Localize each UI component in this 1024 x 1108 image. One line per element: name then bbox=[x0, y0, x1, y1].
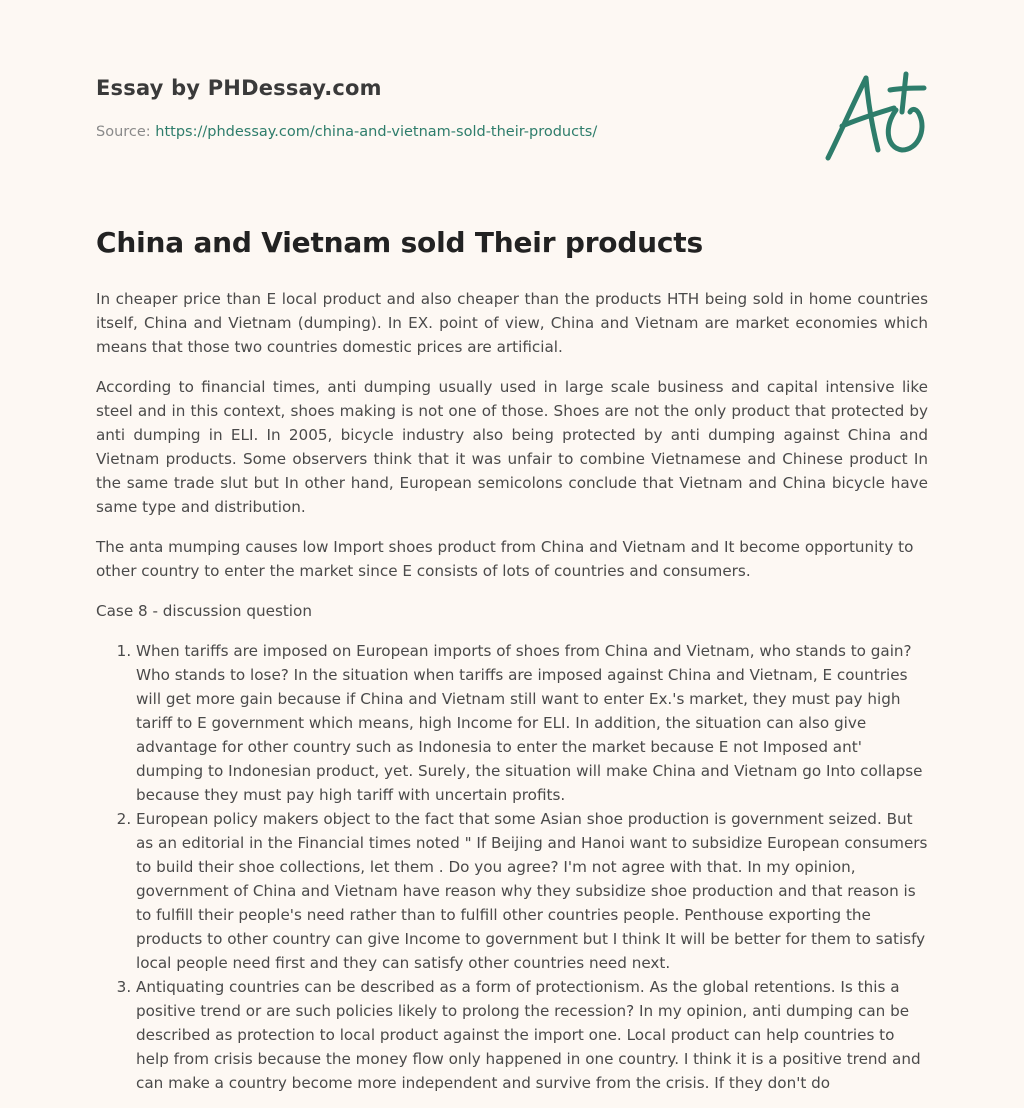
section-heading: Case 8 - discussion question bbox=[96, 602, 312, 620]
essay-title: China and Vietnam sold Their products bbox=[96, 226, 703, 259]
essay-body bbox=[96, 287, 928, 1095]
question-list bbox=[96, 639, 928, 1095]
essay-paragraph: The anta mumping causes low Import shoes product from China and Vietnam and It become opportunity to other country to enter the market since E consists of lots of countries and consumers. bbox=[96, 538, 914, 580]
source-link[interactable]: https://phdessay.com/china-and-vietnam-sold-their-products/ bbox=[155, 124, 598, 140]
source-line bbox=[96, 124, 597, 140]
essay-paragraph: In cheaper price than E local product and also cheaper than the products HTH being sold in home countries itself, China and Vietnam (dumping). In EX. point of view, China and Vietnam are market economies which means that those two countries domestic prices are artificial. bbox=[96, 290, 928, 356]
question-item: 3. Antiquating countries can be described as a form of protectionism. As the global retentions. Is this a positive trend or are such policies likely to prolong the recession? In my opinion, anti dumping can be described as protection to local product against the import one. Local product can help countries to help from crisis because the money flow only happened in one country. I think it is a positive trend and can make a country become more independent and survive from the crisis. If they don't do bbox=[136, 975, 928, 1095]
site-title: Essay by PHDessay.com bbox=[96, 76, 382, 100]
question-item: 1. When tariffs are imposed on European imports of shoes from China and Vietnam, who stands to gain? Who stands to lose? In the situation when tariffs are imposed against China and Vietnam, E countries will get more gain because if China and Vietnam still want to enter Ex.'s market, they must pay high tariff to E government which means, high Income for ELI. In addition, the situation can also give advantage for other country such as Indonesia to enter the market because E not Imposed ant' dumping to Indonesian product, yet. Surely, the situation will make China and Vietnam go Into collapse because they must pay high tariff with uncertain profits. bbox=[136, 639, 928, 807]
essay-paragraph: According to financial times, anti dumping usually used in large scale business and capital intensive like steel and in this context, shoes making is not one of those. Shoes are not the only product that protected by anti dumping in ELI. In 2005, bicycle industry also being protected by anti dumping against China and Vietnam products. Some observers think that it was unfair to combine Vietnamese and Chinese product In the same trade slut but In other hand, European semicolons conclude that Vietnam and China bicycle have same type and distribution. bbox=[96, 378, 928, 516]
question-item: 2. European policy makers object to the fact that some Asian shoe production is government seized. But as an editorial in the Financial times noted " If Beijing and Hanoi want to subsidize European consumers to build their shoe collections, let them . Do you agree? I'm not agree with that. In my opinion, government of China and Vietnam have reason why they subsidize shoe production and that reason is to fulfill their people's need rather than to fulfill other countries people. Penthouse exporting the products to other country can give Income to government but I think It will be better for them to satisfy local people need first and they can satisfy other countries need next. bbox=[136, 807, 928, 975]
a-plus-grade-icon bbox=[822, 68, 932, 168]
source-label: Source: bbox=[96, 124, 151, 140]
